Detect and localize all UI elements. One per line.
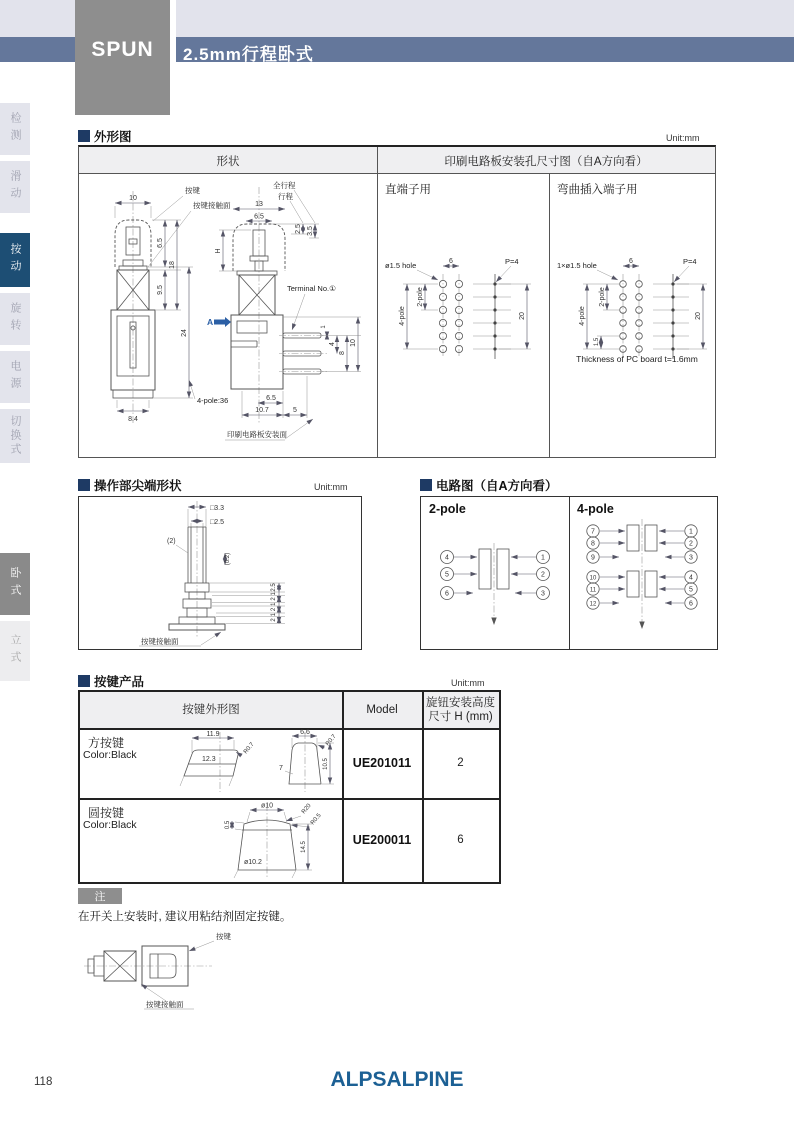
pitch-label: P=4 [683, 257, 697, 266]
col-header-pcb: 印刷电路板安装孔尺寸图（自A方向看） [444, 155, 648, 168]
view-a-label: A [207, 317, 214, 327]
dim-label: □2.5 [210, 519, 224, 526]
dim-label: 6 [629, 258, 633, 265]
dim-label: 20 [695, 312, 702, 320]
dim-label: 1.5 [594, 337, 600, 347]
dim-label: 6 [449, 258, 453, 265]
section-bullet-icon [78, 675, 90, 687]
tab-label: 检测 [9, 112, 21, 146]
section-title-text: 按键产品 [94, 675, 145, 689]
dim-label: (0.2) [225, 552, 231, 566]
sidebar-tab-power [0, 351, 30, 403]
dim-label: 6.5 [266, 395, 276, 402]
hole-label: ø1.5 hole [385, 261, 417, 270]
col-header-shape: 形状 [216, 155, 240, 168]
dim-label: 2 [271, 597, 277, 601]
dim-label: 2-pole [599, 287, 606, 307]
col-header-model: Model [366, 703, 398, 716]
key-contact-label: 按键接触面 [193, 201, 231, 210]
tip-shape-drawing [79, 497, 361, 649]
switch-outline-drawing [81, 175, 375, 455]
dim-label: 5 [293, 407, 297, 414]
dim-label: 1 [271, 613, 277, 617]
full-travel-label: 全行程 [273, 181, 296, 190]
model-number: UE201011 [352, 756, 412, 770]
series-box [75, 0, 176, 115]
dim-label: 8 [339, 351, 346, 355]
buttons-unit: Unit:mm [451, 678, 485, 688]
col-header-drawing: 按键外形图 [182, 703, 240, 716]
section-title-text: 电路图（自A方向看） [436, 479, 558, 493]
sub-column-divider [549, 174, 550, 457]
dim-label: 0.5 [225, 820, 231, 830]
dim-label: H [215, 248, 222, 254]
terminal-number: 9 [591, 554, 595, 562]
mount-height-value: 6 [457, 834, 464, 846]
sidebar-tab-inspect [0, 103, 30, 155]
key-contact-label: 按键接触面 [141, 637, 179, 646]
dim-label: 4-pole [579, 306, 586, 326]
tab-label: 旋转 [9, 302, 21, 336]
button-color: Color:Black [83, 749, 137, 761]
tab-label: 立式 [9, 634, 21, 668]
terminal-no-label: Terminal No.① [287, 284, 336, 293]
straight-terminal-label: 直端子用 [385, 184, 431, 196]
dim-label: 10 [350, 339, 357, 347]
key-contact-label: 按键接触面 [146, 1000, 184, 1009]
terminal-number: 2 [541, 571, 545, 579]
dim-label: 18 [169, 261, 176, 269]
dim-label: 20 [519, 312, 526, 320]
series-name: SPUN [91, 38, 154, 61]
terminal-number: 4 [689, 574, 693, 582]
terminal-number: 1 [541, 554, 545, 562]
sidebar-tab-push-active [0, 233, 30, 287]
pcb-thickness-note: Thickness of PC board t=1.6mm [576, 354, 698, 364]
dim-label: 11.9 [206, 731, 220, 738]
dim-label: 1 [321, 325, 327, 329]
outline-section-title [78, 127, 132, 145]
bent-terminal-label: 弯曲插入端子用 [557, 184, 638, 196]
col-header-height-line2: 尺寸 H (mm) [428, 711, 493, 723]
dim-label: 4 [329, 342, 336, 346]
terminal-number: 12 [589, 601, 597, 608]
section-title-text: 操作部尖端形状 [94, 479, 182, 493]
dim-label: 2 [271, 607, 277, 612]
terminal-number: 6 [445, 590, 449, 598]
dim-label: 6.6 [300, 729, 310, 736]
buttons-section-title [78, 672, 144, 690]
round-button-drawing [192, 802, 342, 880]
dim-label: 12.3 [202, 756, 216, 763]
two-pole-circuit-drawing [421, 521, 569, 646]
note-text: 在开关上安装时, 建议用粘结剂固定按键。 [78, 911, 292, 923]
outline-unit: Unit:mm [666, 133, 700, 143]
terminal-number: 3 [689, 554, 693, 562]
button-type-name: 方按键 [88, 736, 125, 750]
dim-label: 2.5 [271, 583, 277, 592]
circuit-box [420, 496, 718, 650]
four-pole-label: 4-pole [577, 502, 614, 516]
outline-table [78, 145, 716, 458]
terminal-number: 2 [689, 540, 693, 548]
tip-shape-box [78, 496, 362, 650]
dim-label: R0.7 [242, 741, 256, 756]
col-header-height [422, 692, 499, 728]
sidebar-tab-rotate [0, 293, 30, 345]
dim-label: 2.5 [295, 224, 302, 234]
column-divider [377, 147, 378, 457]
travel-label: 行程 [278, 192, 293, 201]
dim-label: 8.4 [128, 416, 138, 423]
dim-label: 1 [271, 602, 277, 606]
terminal-number: 3 [541, 590, 545, 598]
dim-label: 6.5 [157, 238, 164, 248]
sidebar-tab-vertical [0, 621, 30, 681]
dim-label: □3.3 [210, 505, 224, 512]
key-label: 按键 [185, 186, 200, 195]
terminal-number: 5 [689, 586, 693, 594]
terminal-number: 7 [591, 528, 595, 536]
straight-terminal-drawing [381, 254, 545, 384]
mount-height-value: 2 [457, 757, 464, 769]
col-header-height-line1: 旋钮安装高度 [426, 696, 495, 709]
model-number: UE200011 [352, 833, 412, 847]
dim-label: 10.7 [255, 407, 269, 414]
sidebar-tab-slide [0, 161, 30, 213]
section-bullet-icon [78, 130, 90, 142]
dim-label: 2 [271, 618, 277, 622]
tab-label: 按动 [9, 243, 21, 277]
contact-arrow-icon [491, 618, 496, 626]
dim-label: 3.5 [307, 226, 314, 236]
button-products-table [78, 690, 501, 884]
terminal-number: 5 [445, 571, 449, 579]
terminal-number: 10 [589, 575, 597, 582]
terminal-number: 8 [591, 540, 595, 548]
note-badge: 注 [78, 888, 122, 904]
dim-label: 7 [279, 765, 283, 772]
pitch-label: P=4 [505, 257, 519, 266]
dim-label: 4-pole [399, 306, 406, 326]
section-bullet-icon [420, 479, 432, 491]
terminal-number: 4 [445, 554, 449, 562]
dim-label: R0.7 [324, 733, 338, 748]
dim-label: 9.5 [157, 285, 164, 295]
page-number: 118 [34, 1076, 53, 1088]
dim-label: R0.5 [309, 812, 323, 827]
tab-label: 卧式 [9, 567, 21, 601]
tip-unit: Unit:mm [314, 482, 348, 492]
tab-label: 电源 [9, 360, 21, 394]
dim-label: 14.5 [301, 841, 307, 853]
dim-label: 2-pole [417, 287, 424, 307]
two-pole-label: 2-pole [429, 502, 466, 516]
section-bullet-icon [78, 479, 90, 491]
section-title-text: 外形图 [94, 130, 132, 144]
circuit-section-title [420, 476, 558, 494]
dim-label: ø10.2 [244, 859, 262, 866]
pcb-face-label: 印刷电路板安装面 [227, 430, 287, 439]
key-label: 按键 [216, 932, 231, 941]
terminal-number: 1 [689, 528, 693, 536]
dim-label: 10.5 [323, 758, 329, 770]
dim-label: 24 [181, 329, 188, 337]
four-pole-circuit-drawing [569, 511, 717, 646]
pole36-label: 4-pole:36 [197, 396, 229, 405]
page-title: 2.5mm行程卧式 [183, 45, 314, 64]
dim-label: 10 [129, 195, 137, 202]
sidebar-tab-horizontal-active [0, 553, 30, 615]
dim-label: 13 [255, 201, 263, 208]
dim-label: (2) [167, 538, 176, 545]
tab-label: 滑动 [9, 170, 21, 204]
contact-arrow-icon [639, 622, 644, 630]
terminal-number: 6 [689, 600, 693, 608]
bent-terminal-drawing [557, 254, 717, 386]
button-color: Color:Black [83, 819, 137, 831]
terminal-number: 11 [589, 587, 597, 594]
view-a-arrow-icon [214, 317, 231, 327]
square-button-drawing [178, 730, 338, 796]
dim-label: R20 [300, 802, 313, 816]
tab-label: 切换式 [9, 415, 21, 457]
tip-section-title [78, 476, 182, 494]
dim-label: 1 [271, 592, 277, 596]
sidebar-tab-switch-type [0, 409, 30, 463]
hole-label: 1×ø1.5 hole [557, 261, 597, 270]
button-type-name: 圆按键 [88, 806, 125, 820]
brand-logo: ALPSALPINE [330, 1068, 464, 1091]
note-drawing [82, 926, 322, 1014]
dim-label: 6.5 [254, 213, 264, 221]
dim-label: ø10 [260, 802, 274, 810]
